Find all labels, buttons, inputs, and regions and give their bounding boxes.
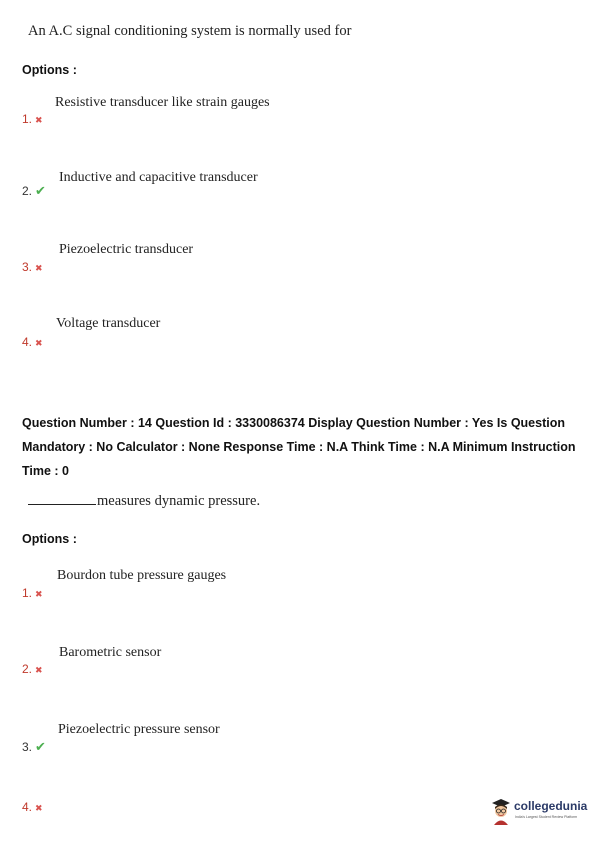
q13-option-3-text: Piezoelectric transducer bbox=[59, 242, 194, 257]
logo-wordmark: collegedunia bbox=[514, 799, 588, 813]
collegedunia-logo bbox=[490, 797, 590, 831]
question-13-text: An A.C signal conditioning system is normally used for bbox=[28, 23, 352, 39]
q13-option-4-number: 4. ✖ bbox=[22, 335, 43, 349]
q14-option-3-text: Piezoelectric pressure sensor bbox=[58, 722, 220, 737]
wrong-icon: ✖ bbox=[35, 803, 43, 813]
options-label-q13: Options : bbox=[22, 63, 77, 77]
q14-option-4-number: 4. ✖ bbox=[22, 800, 43, 814]
q14-option-3-number: 3. ✔ bbox=[22, 739, 46, 754]
q13-option-4-text: Voltage transducer bbox=[56, 316, 161, 331]
answer-blank bbox=[28, 492, 96, 505]
q13-option-1-number: 1. ✖ bbox=[22, 112, 43, 126]
q14-option-1-number: 1. ✖ bbox=[22, 586, 43, 600]
student-mascot-icon bbox=[490, 797, 512, 827]
wrong-icon: ✖ bbox=[35, 338, 43, 348]
q13-option-2-number: 2. ✔ bbox=[22, 183, 46, 198]
wrong-icon: ✖ bbox=[35, 665, 43, 675]
q13-option-2-text: Inductive and capacitive transducer bbox=[59, 170, 258, 185]
q14-option-2-text: Barometric sensor bbox=[59, 645, 162, 660]
question-14-text: measures dynamic pressure. bbox=[28, 492, 260, 510]
q14-option-1-text: Bourdon tube pressure gauges bbox=[57, 568, 227, 583]
check-icon: ✔ bbox=[35, 739, 46, 754]
q13-option-3-number: 3. ✖ bbox=[22, 260, 43, 274]
q14-option-2-number: 2. ✖ bbox=[22, 662, 43, 676]
options-label-q14: Options : bbox=[22, 532, 77, 546]
logo-tagline: India's Largest Student Review Platform bbox=[515, 815, 578, 819]
question-14-meta: Question Number : 14 Question Id : 3330086374 Display Question Number : Yes Is Question Mandatory : No Calculator : None Response Time : N.A Think Time : N.A Minimum Instruction Time : 0 bbox=[22, 416, 576, 478]
wrong-icon: ✖ bbox=[35, 589, 43, 599]
wrong-icon: ✖ bbox=[35, 263, 43, 273]
wrong-icon: ✖ bbox=[35, 115, 43, 125]
q13-option-1-text: Resistive transducer like strain gauges bbox=[55, 95, 270, 110]
check-icon: ✔ bbox=[35, 183, 46, 198]
